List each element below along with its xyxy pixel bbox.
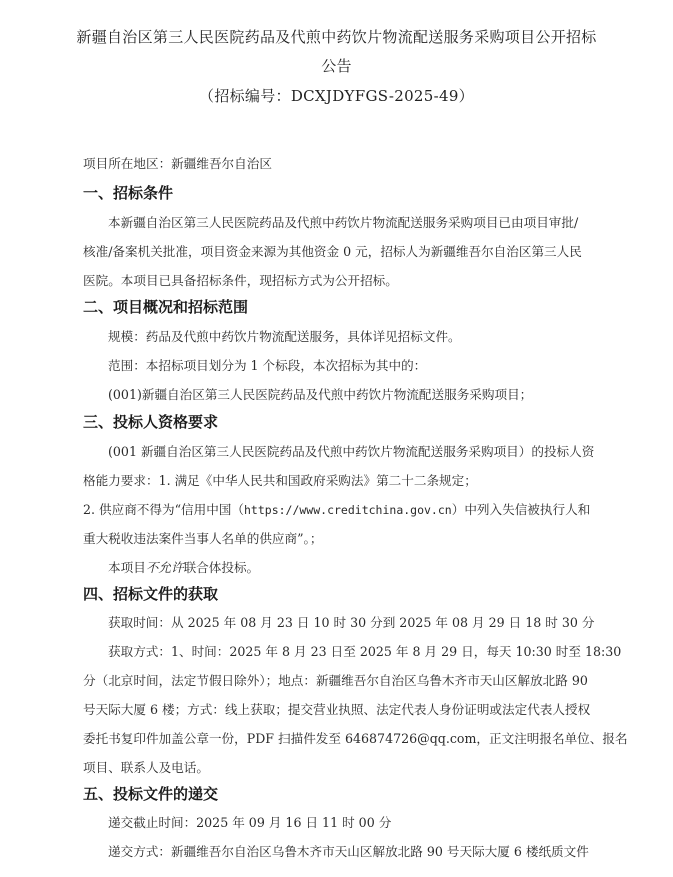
s4-text-line3: 分（北京时间，法定节假日除外）；地点：新疆维吾尔自治区乌鲁木齐市天山区解放北路 90 (83, 673, 588, 688)
s2-text-line1: 规模：药品及代煎中药饮片物流配送服务，具体详见招标文件。 (108, 329, 461, 344)
s3-line5-prefix: 本项目 (108, 560, 146, 575)
section-heading-3: 三、投标人资格要求 (83, 413, 219, 431)
s5-text-line2: 递交方式：新疆维吾尔自治区乌鲁木齐市天山区解放北路 90 号天际大厦 6 楼纸质文件 (108, 844, 589, 859)
document-title-line1: 新疆自治区第三人民医院药品及代煎中药饮片物流配送服务采购项目公开招标 (76, 28, 597, 46)
tender-code: （招标编号：DCXJDYFGS-2025-49） (199, 87, 474, 105)
s4-text-line1: 获取时间：从 2025 年 08 月 23 日 10 时 30 分到 2025 年 08 月 29 日 18 时 30 分 (108, 615, 595, 630)
creditchina-url: https://www.creditchina.gov.cn (244, 503, 452, 517)
project-region: 项目所在地区：新疆维吾尔自治区 (83, 156, 272, 171)
s3-text-line5 (108, 557, 259, 576)
s4-text-line2: 获取方式：1、时间：2025 年 8 月 23 日至 2025 年 8 月 29 日，每天 10:30 时至 18:30 (108, 644, 622, 659)
s3-text-line2: 格能力要求：1. 满足《中华人民共和国政府采购法》第二十二条规定； (83, 473, 477, 488)
s3-text-line4: 重大税收违法案件当事人名单的供应商”。； (83, 531, 323, 546)
s4-text-line5: 委托书复印件加盖公章一份，PDF 扫描件发至 646874726@qq.com，正文注明报名单位、报名 (83, 731, 628, 746)
s1-text-line2: 核准/备案机关批准，项目资金来源为其他资金 0 元，招标人为新疆维吾尔自治区第三人民 (83, 244, 582, 259)
s3-line5-suffix: 联合体投标。 (183, 560, 260, 575)
s5-text-line1: 递交截止时间：2025 年 09 月 16 日 11 时 00 分 (108, 815, 392, 830)
s4-text-line4: 号天际大厦 6 楼；方式：线上获取；提交营业执照、法定代表人身份证明或法定代表人授权 (83, 702, 591, 717)
s3-line5-emphasis: 不允许 (145, 560, 184, 575)
s3-text-line1: (001 新疆自治区第三人民医院药品及代煎中药饮片物流配送服务采购项目）的投标人资 (108, 444, 595, 459)
section-heading-4: 四、招标文件的获取 (83, 585, 219, 603)
s3-line3-prefix: 2. 供应商不得为“信用中国（ (83, 502, 244, 517)
section-heading-1: 一、招标条件 (83, 184, 174, 202)
s1-text-line1: 本新疆自治区第三人民医院药品及代煎中药饮片物流配送服务采购项目已由项目审批/ (108, 215, 579, 230)
s1-text-line3: 医院。本项目已具备招标条件，现招标方式为公开招标。 (83, 273, 398, 288)
s2-text-line3: (001)新疆自治区第三人民医院药品及代煎中药饮片物流配送服务采购项目； (108, 387, 533, 402)
s4-text-line6: 项目、联系人及电话。 (83, 760, 209, 775)
s3-line3-suffix: ）中列入失信被执行人和 (451, 502, 591, 517)
document-title-line2: 公告 (321, 57, 352, 75)
section-heading-2: 二、项目概况和招标范围 (83, 298, 249, 316)
s3-text-line3 (83, 499, 590, 518)
section-heading-5: 五、投标文件的递交 (83, 785, 219, 803)
s2-text-line2: 范围：本招标项目划分为 1 个标段，本次招标为其中的： (108, 358, 427, 373)
